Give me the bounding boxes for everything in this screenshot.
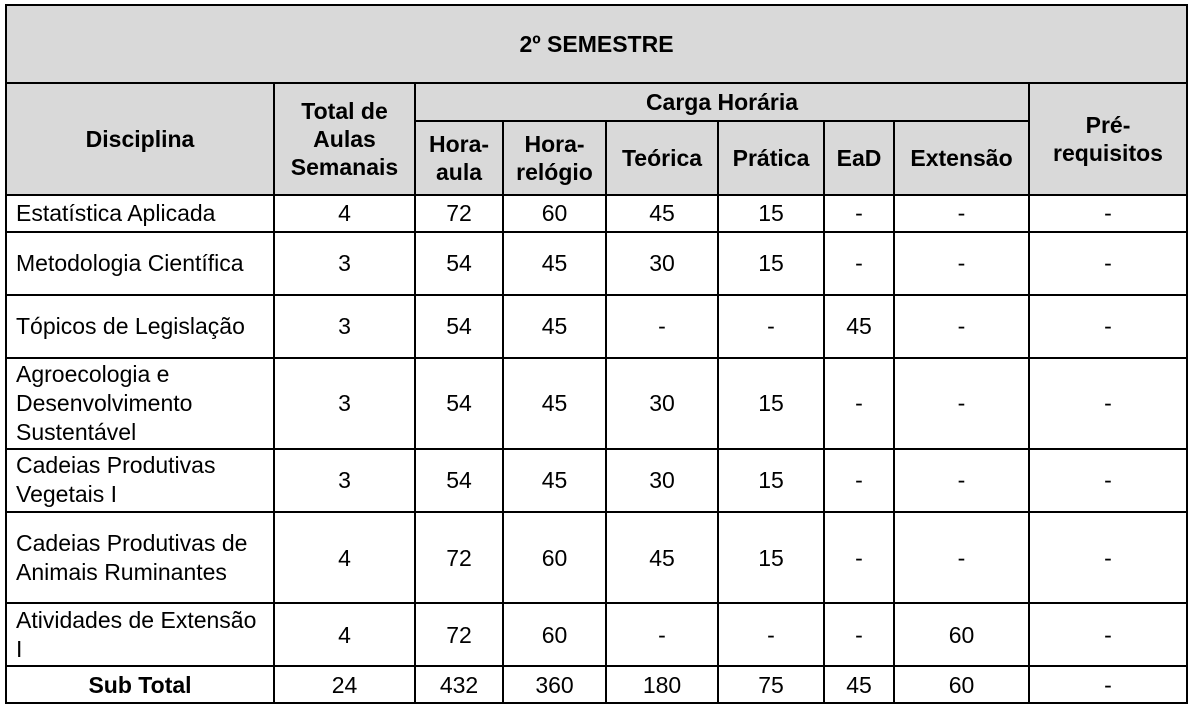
subtotal-pre-requisitos: - <box>1029 666 1187 703</box>
cell-total: 3 <box>274 449 415 512</box>
header-disciplina: Disciplina <box>6 83 274 195</box>
cell-total: 4 <box>274 512 415 603</box>
cell-pratica: 15 <box>718 195 824 232</box>
cell-ead: - <box>824 358 894 449</box>
cell-teorica: 30 <box>606 449 718 512</box>
subtotal-pratica: 75 <box>718 666 824 703</box>
semester-title: 2º SEMESTRE <box>6 5 1187 83</box>
cell-pre-requisitos: - <box>1029 449 1187 512</box>
cell-hora-aula: 72 <box>415 195 503 232</box>
cell-disciplina: Metodologia Científica <box>6 232 274 295</box>
header-teorica: Teórica <box>606 121 718 195</box>
table-row <box>6 232 1187 295</box>
subtotal-teorica: 180 <box>606 666 718 703</box>
cell-total: 3 <box>274 232 415 295</box>
table-row <box>6 358 1187 449</box>
cell-extensao: - <box>894 358 1029 449</box>
semester-table <box>5 4 1188 704</box>
cell-ead: - <box>824 512 894 603</box>
cell-hora-relogio: 60 <box>503 512 606 603</box>
cell-pre-requisitos: - <box>1029 295 1187 358</box>
table-row <box>6 512 1187 603</box>
cell-teorica: 30 <box>606 232 718 295</box>
header-pre-requisitos: Pré-requisitos <box>1029 83 1187 195</box>
table-row <box>6 449 1187 512</box>
cell-extensao: - <box>894 449 1029 512</box>
cell-pratica: 15 <box>718 358 824 449</box>
cell-hora-aula: 72 <box>415 512 503 603</box>
cell-pratica: 15 <box>718 232 824 295</box>
cell-disciplina: Agroecologia e Desenvolvimento Sustentável <box>6 358 274 449</box>
table-row <box>6 603 1187 666</box>
cell-disciplina: Cadeias Produtivas de Animais Ruminantes <box>6 512 274 603</box>
subtotal-total: 24 <box>274 666 415 703</box>
cell-extensao: - <box>894 512 1029 603</box>
cell-teorica: 45 <box>606 195 718 232</box>
cell-ead: 45 <box>824 295 894 358</box>
cell-teorica: 30 <box>606 358 718 449</box>
cell-teorica: 45 <box>606 512 718 603</box>
cell-pratica: - <box>718 295 824 358</box>
header-ead: EaD <box>824 121 894 195</box>
cell-ead: - <box>824 195 894 232</box>
cell-teorica: - <box>606 603 718 666</box>
cell-pre-requisitos: - <box>1029 232 1187 295</box>
cell-pre-requisitos: - <box>1029 512 1187 603</box>
cell-hora-relogio: 45 <box>503 232 606 295</box>
header-carga-horaria: Carga Horária <box>415 83 1029 121</box>
cell-extensao: - <box>894 195 1029 232</box>
cell-hora-aula: 54 <box>415 295 503 358</box>
cell-total: 4 <box>274 195 415 232</box>
header-extensao: Extensão <box>894 121 1029 195</box>
subtotal-label: Sub Total <box>6 666 274 703</box>
subtotal-extensao: 60 <box>894 666 1029 703</box>
cell-pre-requisitos: - <box>1029 358 1187 449</box>
cell-teorica: - <box>606 295 718 358</box>
cell-disciplina: Tópicos de Legislação <box>6 295 274 358</box>
subtotal-hora-relogio: 360 <box>503 666 606 703</box>
cell-hora-relogio: 60 <box>503 603 606 666</box>
cell-ead: - <box>824 232 894 295</box>
cell-pre-requisitos: - <box>1029 603 1187 666</box>
cell-hora-relogio: 45 <box>503 358 606 449</box>
cell-pratica: 15 <box>718 512 824 603</box>
cell-hora-aula: 72 <box>415 603 503 666</box>
cell-ead: - <box>824 603 894 666</box>
header-hora-relogio: Hora-relógio <box>503 121 606 195</box>
cell-pratica: 15 <box>718 449 824 512</box>
cell-hora-relogio: 45 <box>503 295 606 358</box>
cell-extensao: - <box>894 232 1029 295</box>
cell-ead: - <box>824 449 894 512</box>
subtotal-row <box>6 666 1187 703</box>
cell-hora-relogio: 60 <box>503 195 606 232</box>
cell-total: 3 <box>274 358 415 449</box>
cell-hora-aula: 54 <box>415 449 503 512</box>
table-row <box>6 195 1187 232</box>
cell-disciplina: Atividades de Extensão I <box>6 603 274 666</box>
subtotal-hora-aula: 432 <box>415 666 503 703</box>
cell-pratica: - <box>718 603 824 666</box>
cell-extensao: 60 <box>894 603 1029 666</box>
cell-pre-requisitos: - <box>1029 195 1187 232</box>
cell-total: 3 <box>274 295 415 358</box>
cell-disciplina: Estatística Aplicada <box>6 195 274 232</box>
cell-hora-relogio: 45 <box>503 449 606 512</box>
cell-hora-aula: 54 <box>415 358 503 449</box>
cell-hora-aula: 54 <box>415 232 503 295</box>
cell-total: 4 <box>274 603 415 666</box>
header-total-aulas: Total de Aulas Semanais <box>274 83 415 195</box>
header-hora-aula: Hora-aula <box>415 121 503 195</box>
table-row <box>6 295 1187 358</box>
cell-disciplina: Cadeias Produtivas Vegetais I <box>6 449 274 512</box>
cell-extensao: - <box>894 295 1029 358</box>
header-pratica: Prática <box>718 121 824 195</box>
subtotal-ead: 45 <box>824 666 894 703</box>
